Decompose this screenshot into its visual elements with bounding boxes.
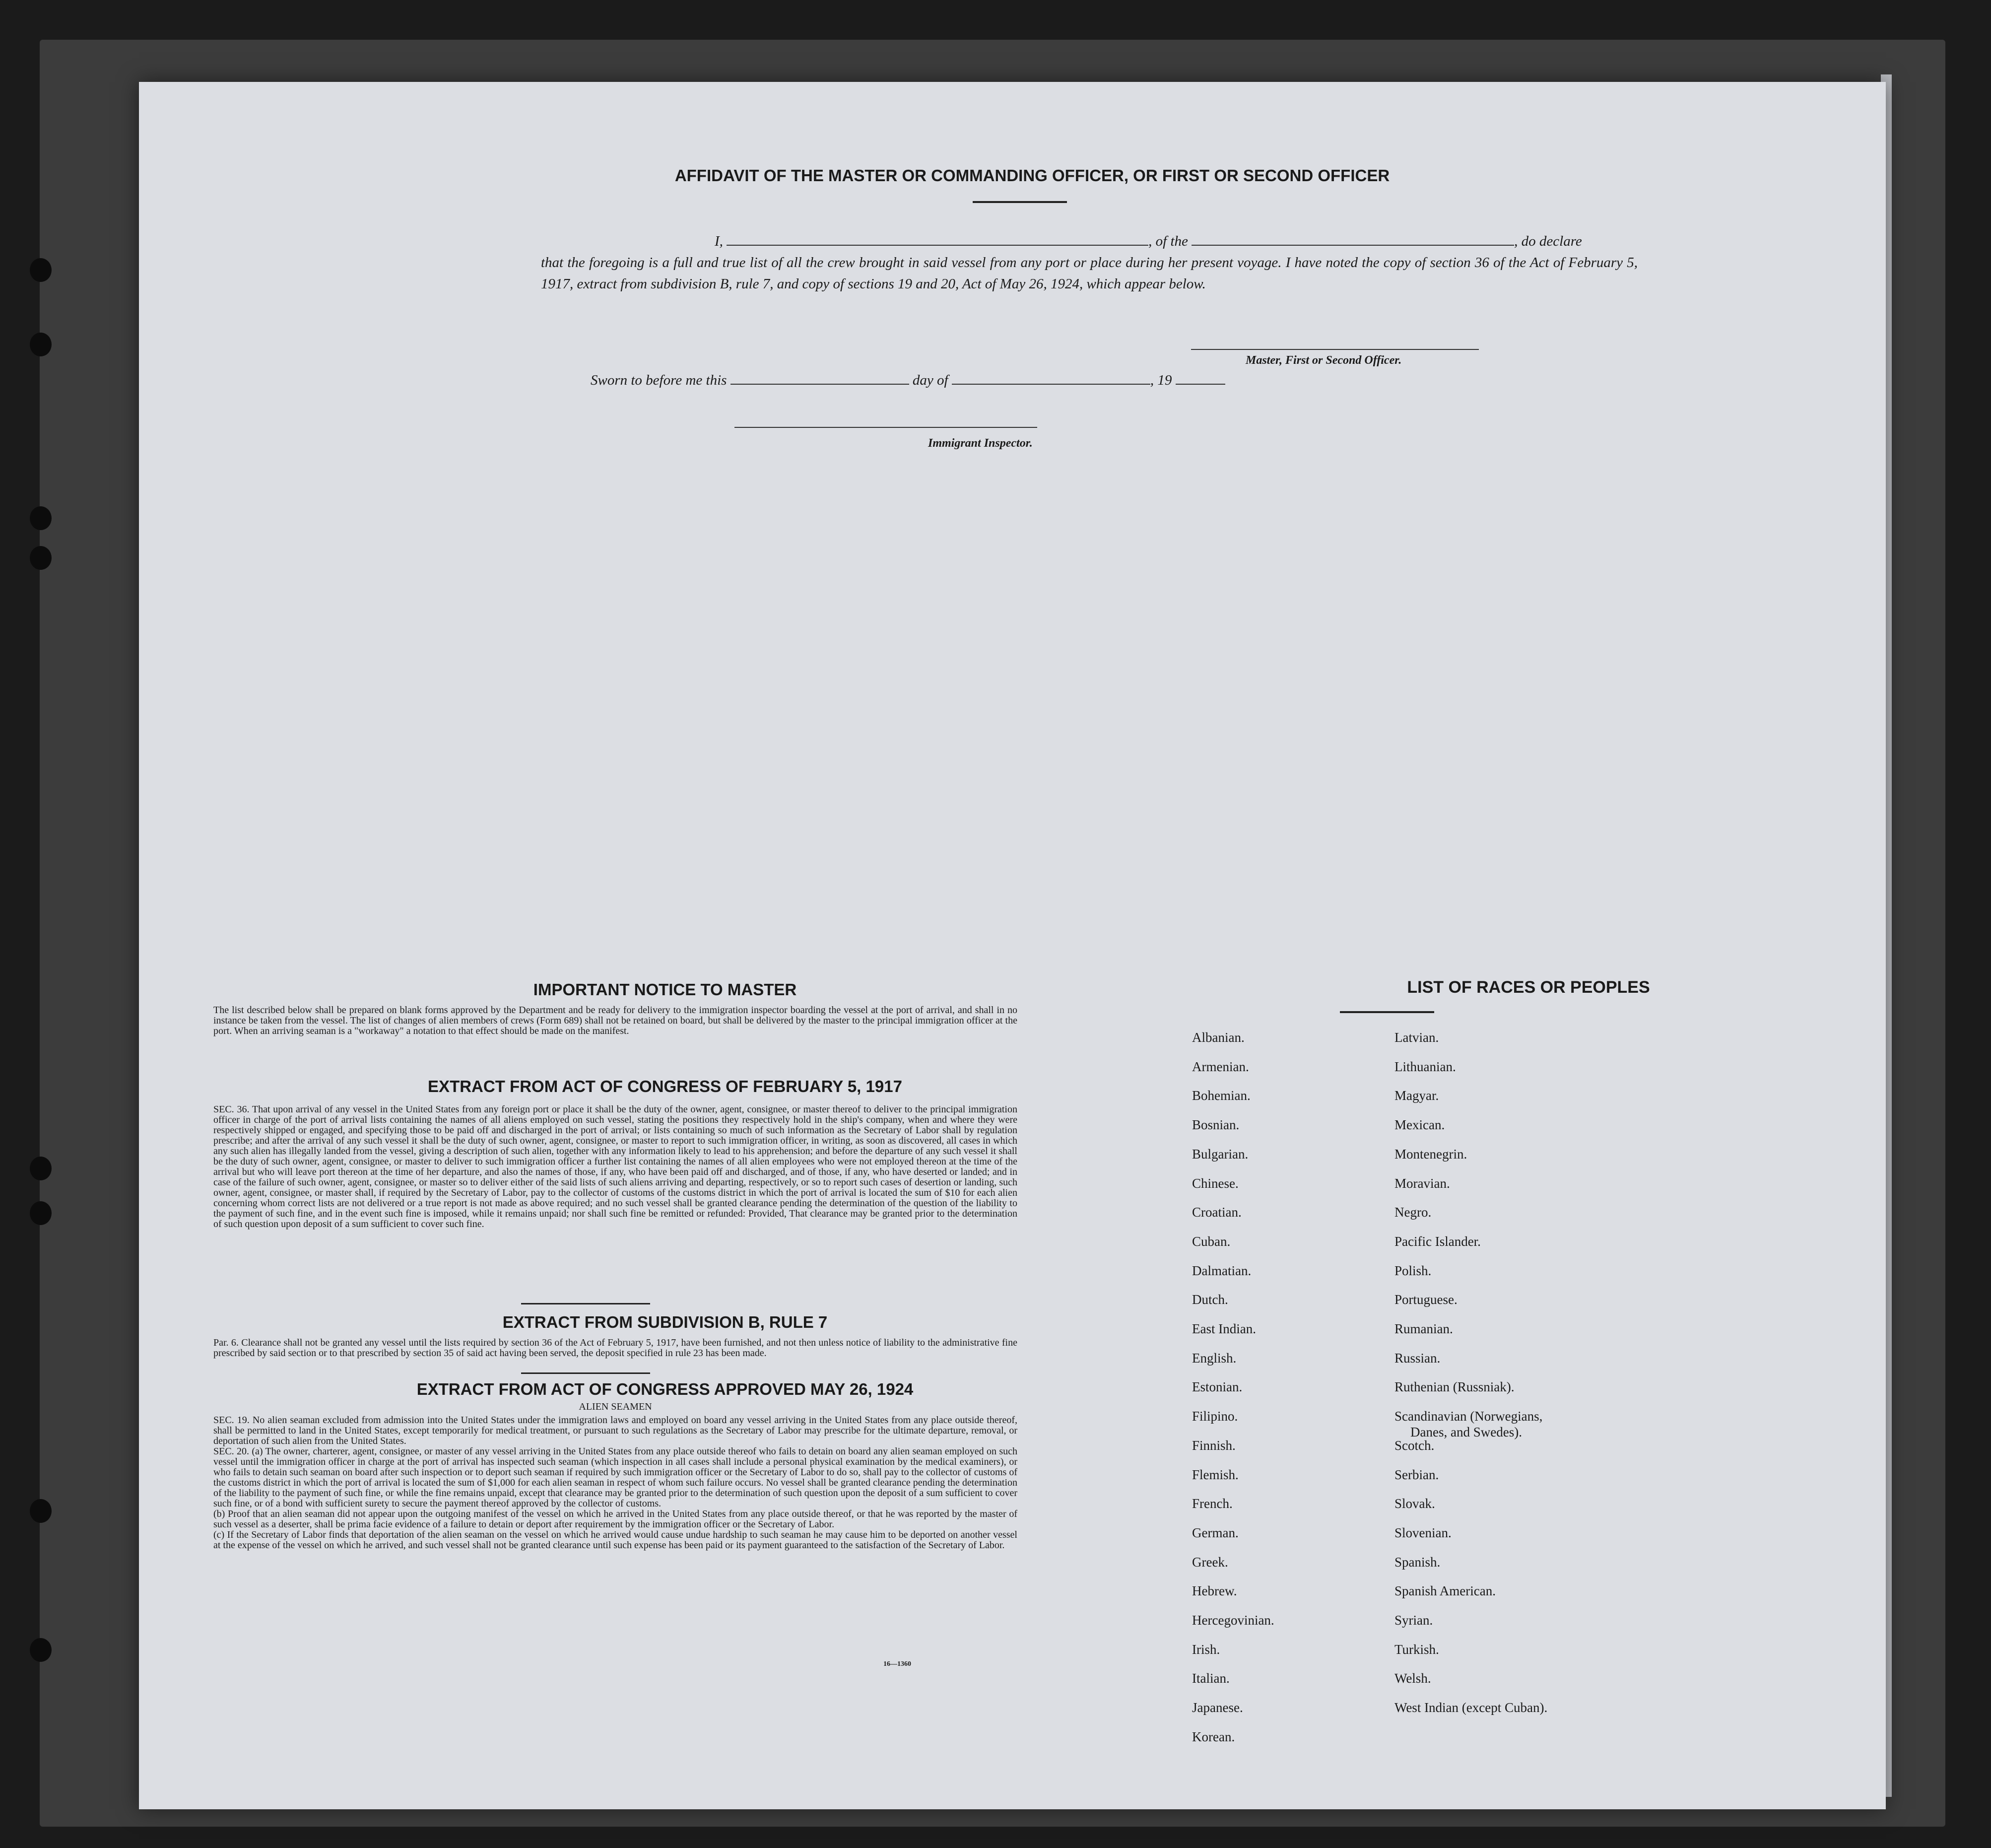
races-title: LIST OF RACES OR PEOPLES xyxy=(1407,978,1650,997)
race-item: Japanese. xyxy=(1192,1700,1243,1715)
document-page xyxy=(139,82,1886,1809)
race-item: Bosnian. xyxy=(1192,1117,1240,1133)
race-item: Scandinavian (Norwegians, xyxy=(1394,1409,1543,1424)
race-item: Magyar. xyxy=(1394,1088,1439,1103)
sworn-month-prefix: day of xyxy=(912,372,948,388)
alien-seamen-subtitle: ALIEN SEAMEN xyxy=(579,1401,652,1412)
binder-hole xyxy=(30,1201,52,1225)
race-item: Slovenian. xyxy=(1394,1525,1452,1540)
race-item: Lithuanian. xyxy=(1394,1059,1456,1074)
race-item: Dutch. xyxy=(1192,1292,1228,1307)
extract-1917-title: EXTRACT FROM ACT OF CONGRESS OF FEBRUARY 5, 1917 xyxy=(428,1077,902,1095)
vessel-name-field[interactable] xyxy=(1192,245,1514,246)
race-item: Spanish American. xyxy=(1394,1583,1496,1599)
section-rule xyxy=(521,1303,650,1304)
race-item: Scotch. xyxy=(1394,1437,1435,1453)
declaration-body: that the foregoing is a full and true list of all the crew brought in said vessel from any port or place during her present voyage. I have noted the copy of section 36 of the Act of February 5, 1917, extract from subdivision B, rule 7, and copy of sections 19 and 20, Act of May 26, 1924, which appear below. xyxy=(541,255,1638,292)
declaration-line xyxy=(541,231,1638,252)
binder-hole xyxy=(30,258,52,282)
race-item: Flemish. xyxy=(1192,1467,1239,1482)
declarant-name-field[interactable] xyxy=(727,245,1148,246)
race-item: Irish. xyxy=(1192,1642,1220,1657)
sec-20c-text: (c) If the Secretary of Labor finds that deportation of the alien seaman on the vessel on which he arrived would cause undue hardship to such seaman he may cause him to be deported on another vessel at the expense of the vessel on which he arrived, and such vessel shall not be granted clearance until such expense has been paid or its payment guaranteed to the satisfaction of the Secretary of Labor. xyxy=(213,1529,1017,1551)
sworn-day-field[interactable] xyxy=(730,384,909,385)
form-number: 16—1360 xyxy=(883,1660,911,1668)
master-signature-field[interactable] xyxy=(1191,349,1479,350)
race-item: East Indian. xyxy=(1192,1321,1256,1336)
sworn-year-field[interactable] xyxy=(1176,384,1225,385)
sworn-year-prefix: , 19 xyxy=(1150,372,1172,388)
race-item: Danes, and Swedes). xyxy=(1410,1425,1522,1440)
race-item: Montenegrin. xyxy=(1394,1146,1467,1162)
notice-title: IMPORTANT NOTICE TO MASTER xyxy=(533,980,797,999)
race-item: Dalmatian. xyxy=(1192,1263,1252,1278)
race-item: Italian. xyxy=(1192,1671,1230,1686)
inspector-signature-field[interactable] xyxy=(734,427,1037,428)
extract-1917-text: SEC. 36. That upon arrival of any vessel in the United States from any foreign port or place it shall be the duty of the owner, agent, consignee, or master thereof to deliver to the principal immigration officer in charge of the port of arrival lists containing the names of all aliens employed on such vessel, stating the positions they respectively hold in the ship's company, when and where they were respectively shipped or engaged, and specifying those to be paid off and discharged in the port of arrival; or lists containing so much of such information as the Secretary of Labor shall by regulation prescribe; and after the arrival of any such vessel it shall be the duty of such owner, agent, consignee, or master to report to such immigration officer, in writing, as soon as discovered, all cases in which any such alien has illegally landed from the vessel, giving a description of such alien, together with any information likely to lead to his apprehension; and before the departure of any such vessel it shall be the duty of such owner, agent, consignee, or master to deliver to such immigration officer a further list containing the names of all alien employees who were not employed thereon at the time of the arrival but who will leave port thereon at the time of her departure, and also the names of those, if any, who have been paid off and discharged, and of those, if any, who have deserted or landed; and in case of the failure of such owner, agent, consignee, or master so to deliver either of the said lists of such aliens arriving and departing, respectively, or so to report such cases of desertion or landing, such owner, agent, consignee, or master shall, if required by the Secretary of Labor, pay to the collector of customs of the customs district in which the port of arrival is located the sum of $10 for each alien concerning whom correct lists are not delivered or a true report is not made as above required; and no such vessel shall be granted clearance pending the determination of the question of the liability to the payment of such fine, and in the event such fine is imposed, while it remains unpaid; nor shall such fine be remitted or refunded: Provided, That clearance may be granted prior to the determination of such question upon deposit of a sum sufficient to cover such fine. xyxy=(213,1104,1017,1230)
race-item: Bohemian. xyxy=(1192,1088,1251,1103)
race-item: Syrian. xyxy=(1394,1613,1433,1628)
race-item: Moravian. xyxy=(1394,1175,1450,1191)
sec-20b-text: (b) Proof that an alien seaman did not appear upon the outgoing manifest of the vessel on which he arrived in the United States from any place outside thereof, or that he was reported by the master of such vessel as a deserter, shall be prima facie evidence of a failure to detain or deport after requirement by the immigration officer or the Secretary of Labor. xyxy=(213,1508,1017,1530)
race-item: English. xyxy=(1192,1350,1237,1366)
race-item: Hebrew. xyxy=(1192,1583,1237,1599)
race-item: Latvian. xyxy=(1394,1030,1439,1045)
race-item: Slovak. xyxy=(1394,1496,1435,1511)
binder-hole xyxy=(30,546,52,570)
race-item: Welsh. xyxy=(1394,1671,1431,1686)
extract-1924-title: EXTRACT FROM ACT OF CONGRESS APPROVED MAY 26, 1924 xyxy=(416,1380,914,1398)
race-item: Turkish. xyxy=(1394,1642,1439,1657)
race-item: Mexican. xyxy=(1394,1117,1445,1133)
binder-hole xyxy=(30,1638,52,1662)
race-item: Finnish. xyxy=(1192,1437,1236,1453)
races-list xyxy=(1192,1030,1738,1750)
sworn-month-field[interactable] xyxy=(952,384,1150,385)
race-item: West Indian (except Cuban). xyxy=(1394,1700,1548,1715)
vessel-prefix: , of the xyxy=(1148,233,1188,249)
race-item: Pacific Islander. xyxy=(1394,1233,1481,1249)
race-item: French. xyxy=(1192,1496,1233,1511)
sworn-prefix: Sworn to before me this xyxy=(591,372,727,388)
notice-text: The list described below shall be prepared on blank forms approved by the Department and be ready for delivery to the immigration inspector boarding the vessel at the port of arrival, and shall in no instance be taken from the vessel. The list of changes of alien members of crews (Form 689) shall not be retained on board, but shall be delivered by the master to the principal immigration officer at the port. When an arriving seaman is a "workaway" a notation to that effect should be made on the manifest. xyxy=(213,1005,1017,1036)
declare-text: , do declare xyxy=(1514,233,1582,249)
race-item: Ruthenian (Russniak). xyxy=(1394,1379,1515,1395)
race-item: Polish. xyxy=(1394,1263,1432,1278)
affidavit-body-block xyxy=(541,231,1638,295)
sec-19-text: SEC. 19. No alien seaman excluded from admission into the United States under the immigration laws and employed on board any vessel arriving in the United States from any place outside thereof, shall be permitted to land in the United States, except temporarily for medical treatment, or pursuant to such regulations as the Secretary of Labor may prescribe for the ultimate departure, removal, or deportation of such alien from the United States. xyxy=(213,1415,1017,1446)
race-item: Portuguese. xyxy=(1394,1292,1458,1307)
race-item: Hercegovinian. xyxy=(1192,1613,1274,1628)
race-item: Korean. xyxy=(1192,1729,1235,1744)
race-item: Rumanian. xyxy=(1394,1321,1453,1336)
binder-hole xyxy=(30,333,52,356)
master-caption: Master, First or Second Officer. xyxy=(1246,354,1402,367)
race-item: Chinese. xyxy=(1192,1175,1239,1191)
sec-20a-text: SEC. 20. (a) The owner, charterer, agent, consignee, or master of any vessel arriving in the United States from any place outside thereof who fails to detain on board any alien seaman employed on such vessel until the immigration officer in charge at the port of arrival has inspected such seaman (which inspection in all cases shall include a personal physical examination by the medical examiners), or who fails to detain such seaman on board after such inspection or to deport such seaman if required by such immigration officer or the Secretary of Labor to do so, shall pay to the collector of customs of the customs district in which the port of arrival is located the sum of $1,000 for each alien seaman in respect of whom such failure occurs. No vessel shall be granted clearance pending the determination of the liability to the payment of such fine, or while the fine remains unpaid, except that clearance may be granted prior to the determination of such question upon the deposit of a sum sufficient to cover such fine, or of a bond with sufficient surety to secure the payment thereof approved by the collector of customs. xyxy=(213,1446,1017,1509)
binder-hole xyxy=(30,1157,52,1180)
section-rule xyxy=(521,1372,650,1374)
race-item: Spanish. xyxy=(1394,1554,1441,1570)
extract-1924-body xyxy=(213,1415,1017,1551)
binder-hole xyxy=(30,1499,52,1523)
race-item: Albanian. xyxy=(1192,1030,1245,1045)
race-item: Filipino. xyxy=(1192,1409,1238,1424)
race-item: Russian. xyxy=(1394,1350,1441,1366)
race-item: Bulgarian. xyxy=(1192,1146,1249,1162)
race-item: Serbian. xyxy=(1394,1467,1439,1482)
extract-rule7-title: EXTRACT FROM SUBDIVISION B, RULE 7 xyxy=(502,1313,828,1331)
races-rule xyxy=(1340,1011,1434,1013)
race-item: German. xyxy=(1192,1525,1239,1540)
race-item: Estonian. xyxy=(1192,1379,1243,1395)
race-item: Cuban. xyxy=(1192,1233,1231,1249)
binder-hole xyxy=(30,506,52,530)
race-item: Croatian. xyxy=(1192,1205,1242,1220)
race-item: Armenian. xyxy=(1192,1059,1249,1074)
extract-rule7-text: Par. 6. Clearance shall not be granted any vessel until the lists required by section 36 of the Act of February 5, 1917, have been furnished, and not then unless notice of liability to the administrative fine prescribed by said section or to that prescribed by section 35 of said act having been served, the deposit specified in rule 23 has been made. xyxy=(213,1337,1017,1359)
declarant-prefix: I, xyxy=(715,233,723,249)
race-item: Negro. xyxy=(1394,1205,1432,1220)
title-rule xyxy=(973,201,1067,203)
sworn-line xyxy=(591,372,1225,389)
affidavit-title: AFFIDAVIT OF THE MASTER OR COMMANDING OFFICER, OR FIRST OR SECOND OFFICER xyxy=(674,166,1390,185)
inspector-caption: Immigrant Inspector. xyxy=(928,437,1033,450)
race-item: Greek. xyxy=(1192,1554,1228,1570)
